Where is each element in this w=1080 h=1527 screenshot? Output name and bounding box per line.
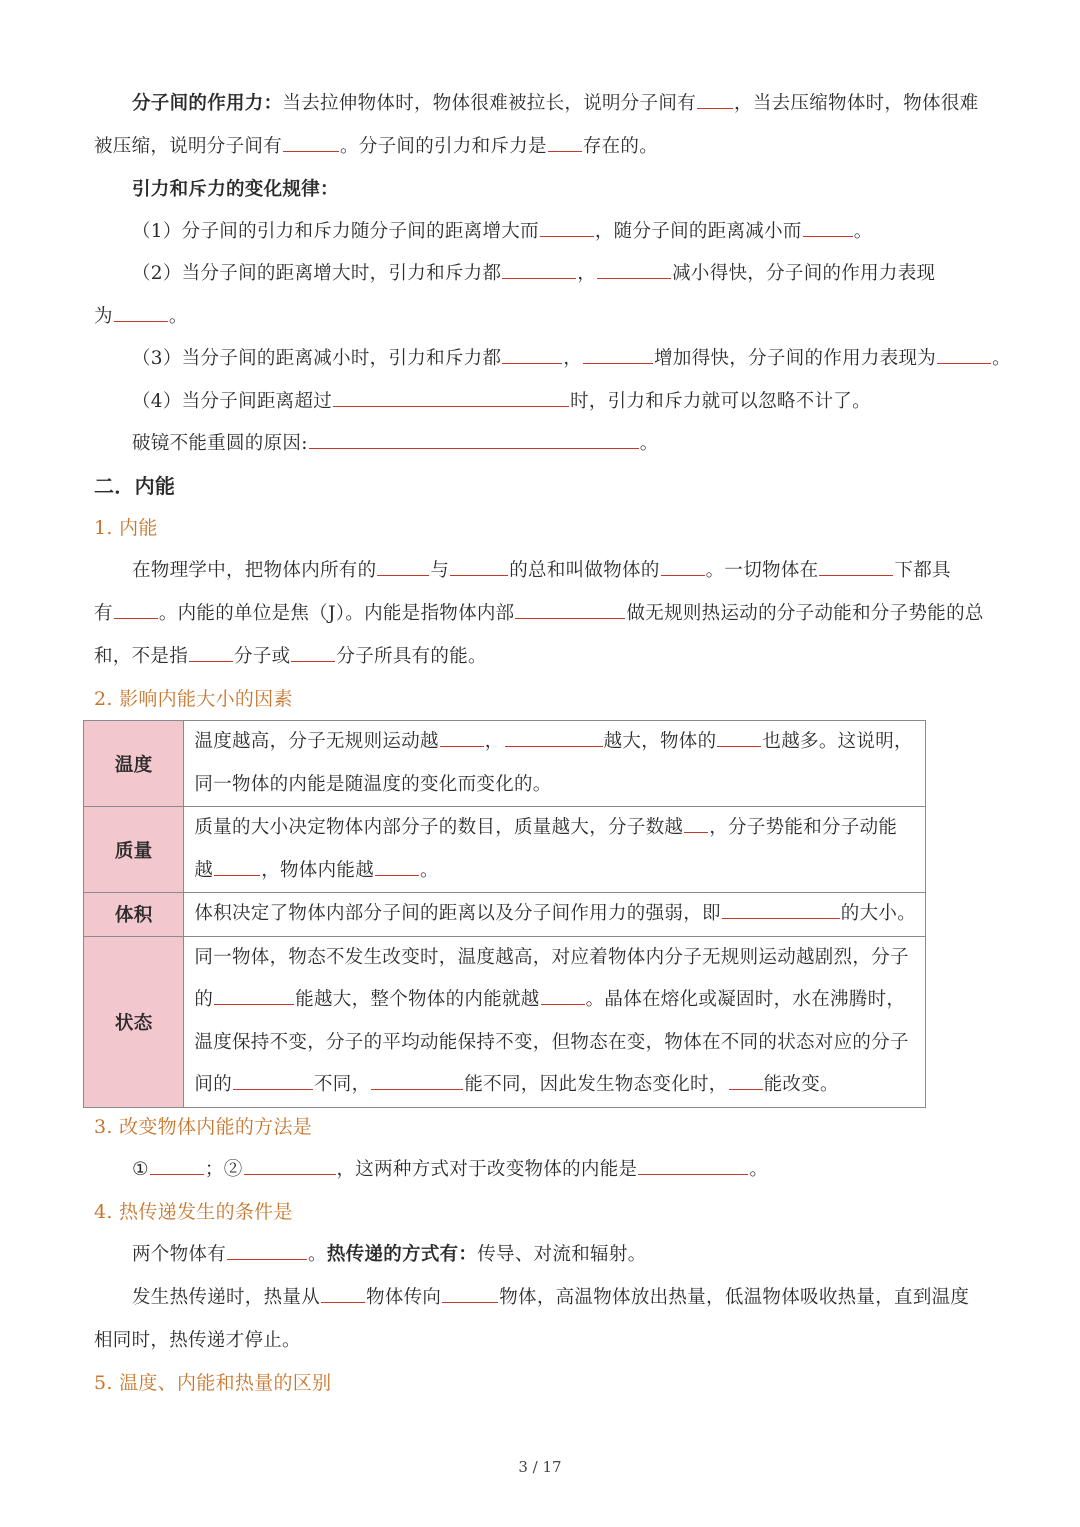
table-row: [84, 807, 926, 893]
text: 两个物体有: [132, 1244, 227, 1265]
text: 传导、对流和辐射。: [477, 1244, 647, 1265]
blank[interactable]: [214, 859, 260, 876]
text: 。: [308, 1244, 327, 1265]
text: 。内能的单位是焦（J）。内能是指物体内部: [158, 603, 515, 624]
blank[interactable]: [442, 1286, 498, 1303]
text: ，这两种方式对于改变物体的内能是: [336, 1159, 638, 1180]
blank[interactable]: [114, 305, 168, 322]
heat-transfer-3: 相同时，热传递才停止。: [94, 1330, 301, 1351]
rule-4: [132, 390, 871, 414]
text: 时，引力和斥力就可以忽略不计了。: [570, 391, 871, 412]
text: 与: [430, 560, 450, 581]
rule-2-cont: [94, 305, 188, 329]
heading-heat-transfer: 4. 热传递发生的条件是: [94, 1201, 293, 1223]
text: 。: [168, 306, 188, 327]
rule-2: [132, 262, 935, 286]
blank[interactable]: [450, 559, 508, 576]
text: 的总和叫做物体的: [509, 560, 660, 581]
blank[interactable]: [321, 1286, 365, 1303]
text: 温度越高，分子无规则运动越: [194, 731, 439, 752]
text: 分子所具有的能。: [336, 646, 487, 667]
blank[interactable]: [233, 1073, 313, 1090]
row-label-mass: 质量: [84, 807, 184, 893]
text: 下都具: [894, 560, 951, 581]
text: 温度保持不变，分子的平均动能保持不变，但物态在变，物体在不同的状态对应的分子: [194, 1031, 909, 1053]
row-label-temperature: 温度: [84, 721, 184, 807]
text: 同一物体，物态不发生改变时，温度越高，对应着物体内分子无规则运动越剧烈，分子: [194, 946, 909, 968]
text: ；②: [204, 1159, 243, 1180]
blank[interactable]: [541, 988, 585, 1005]
blank[interactable]: [150, 1158, 204, 1175]
text: 。一切物体在: [705, 560, 819, 581]
blank[interactable]: [638, 1158, 748, 1175]
text: 。晶体在熔化或凝固时，水在沸腾时，: [585, 989, 906, 1010]
text: 减小得快，分子间的作用力表现: [672, 263, 936, 284]
text: 做无规则热运动的分子动能和分子势能的总: [626, 603, 984, 624]
text: 分子或: [234, 646, 291, 667]
text: 同一物体的内能是随温度的变化而变化的。: [194, 773, 552, 795]
text: 在物理学中，把物体内所有的: [132, 560, 377, 581]
text: ，当去压缩物体时，物体很难: [734, 93, 979, 114]
blank[interactable]: [214, 988, 294, 1005]
rule-1: [132, 220, 873, 244]
blank[interactable]: [309, 432, 639, 449]
text: 破镜不能重圆的原因:: [132, 433, 308, 454]
blank[interactable]: [722, 902, 840, 919]
table-row: [84, 936, 926, 1107]
broken-mirror-question: [132, 432, 659, 456]
text: 被压缩，说明分子间有: [94, 136, 283, 157]
page-number: 3 / 17: [518, 1458, 562, 1476]
text: 。分子间的引力和斥力是: [340, 136, 547, 157]
text: 有: [94, 603, 113, 624]
blank[interactable]: [729, 1073, 763, 1090]
text: 。: [749, 1159, 769, 1180]
section-heading-internal-energy: 二．内能: [94, 474, 176, 498]
text: ，随分子间的距离减小而: [594, 221, 802, 242]
factors-table: [83, 720, 926, 1108]
text: （2）当分子间的距离增大时，引力和斥力都: [132, 263, 502, 284]
blank[interactable]: [371, 1073, 463, 1090]
blank[interactable]: [375, 859, 419, 876]
text: 增加得快，分子间的作用力表现为: [654, 348, 937, 369]
change-methods: [132, 1158, 768, 1182]
text: 。: [420, 859, 439, 881]
heat-transfer-1: [132, 1243, 646, 1267]
internal-energy-def-2: [94, 602, 984, 626]
blank[interactable]: [597, 262, 671, 279]
row-label-volume: 体积: [84, 893, 184, 937]
blank[interactable]: [540, 220, 594, 237]
blank[interactable]: [440, 730, 484, 747]
blank[interactable]: [548, 135, 582, 152]
text: 越: [194, 859, 214, 881]
text: 物体传向: [366, 1287, 442, 1308]
para-intermolecular-force-1: [132, 92, 978, 116]
text: （4）当分子间距离超过: [132, 391, 333, 412]
text: ，: [484, 731, 504, 752]
text: ，: [577, 263, 597, 284]
text: 能改变。: [763, 1074, 839, 1095]
row-content-volume: [184, 893, 926, 937]
text: ①: [132, 1159, 149, 1180]
text: 物体，高温物体放出热量，低温物体吸收热量，直到温度: [499, 1287, 970, 1308]
table-row: [84, 721, 926, 807]
blank[interactable]: [189, 645, 233, 662]
row-label-state: 状态: [84, 936, 184, 1107]
text: 当去拉伸物体时，物体很难被拉长，说明分子间有: [282, 93, 697, 114]
blank[interactable]: [291, 645, 335, 662]
text: 。: [992, 348, 1011, 369]
para-intermolecular-force-2: [94, 135, 658, 159]
text: 的大小。: [840, 903, 916, 924]
internal-energy-def-1: [132, 559, 951, 583]
blank[interactable]: [515, 602, 625, 619]
text: 能越大，整个物体的内能就越: [295, 989, 540, 1010]
text: （3）当分子间的距离减小时，引力和斥力都: [132, 348, 502, 369]
text: 体积决定了物体内部分子间的距离以及分子间作用力的强弱，即: [194, 903, 721, 924]
text: 发生热传递时，热量从: [132, 1287, 321, 1308]
subheading-force-rules: 引力和斥力的变化规律：: [132, 179, 339, 200]
term-intermolecular-force: 分子间的作用力：: [132, 93, 283, 114]
text: ，: [563, 348, 583, 369]
blank[interactable]: [819, 559, 893, 576]
blank[interactable]: [502, 262, 576, 279]
heat-transfer-2: [132, 1286, 969, 1310]
text: 也越多。这说明，: [762, 731, 913, 752]
text: ，分子势能和分子动能: [709, 817, 898, 838]
heading-internal-energy: 1. 内能: [94, 517, 158, 539]
term-heat-transfer-methods: 热传递的方式有：: [326, 1244, 478, 1265]
blank[interactable]: [377, 559, 429, 576]
text: 存在的。: [582, 136, 659, 157]
blank[interactable]: [502, 347, 562, 364]
blank[interactable]: [244, 1158, 336, 1175]
heading-difference: 5. 温度、内能和热量的区别: [94, 1372, 332, 1394]
row-content-mass: [184, 807, 926, 893]
table-row: [84, 893, 926, 937]
text: 间的: [194, 1074, 232, 1095]
blank[interactable]: [114, 602, 158, 619]
text: 质量的大小决定物体内部分子的数目，质量越大，分子数越: [194, 817, 684, 838]
text: 的: [194, 989, 214, 1010]
row-content-temperature: [184, 721, 926, 807]
rule-3: [132, 347, 1011, 371]
text: 。: [853, 221, 873, 242]
blank[interactable]: [505, 730, 603, 747]
blank[interactable]: [333, 390, 569, 407]
text: 能不同，因此发生物态变化时，: [464, 1074, 728, 1095]
text: 和，不是指: [94, 646, 189, 667]
text: 越大，物体的: [603, 731, 717, 752]
blank[interactable]: [803, 220, 853, 237]
blank[interactable]: [583, 347, 653, 364]
blank[interactable]: [283, 135, 339, 152]
text: 为: [94, 306, 113, 327]
heading-factors: 2. 影响内能大小的因素: [94, 688, 293, 710]
blank[interactable]: [684, 816, 708, 833]
row-content-state: [184, 936, 926, 1107]
blank[interactable]: [717, 730, 761, 747]
blank[interactable]: [661, 559, 705, 576]
blank[interactable]: [697, 92, 733, 109]
text: 。: [639, 433, 659, 454]
blank[interactable]: [227, 1243, 307, 1260]
heading-change-methods: 3. 改变物体内能的方法是: [94, 1116, 313, 1138]
text: 不同，: [314, 1074, 371, 1095]
text: （1）分子间的引力和斥力随分子间的距离增大而: [132, 221, 539, 242]
internal-energy-def-3: [94, 645, 487, 669]
text: ，物体内能越: [261, 859, 375, 881]
blank[interactable]: [937, 347, 991, 364]
